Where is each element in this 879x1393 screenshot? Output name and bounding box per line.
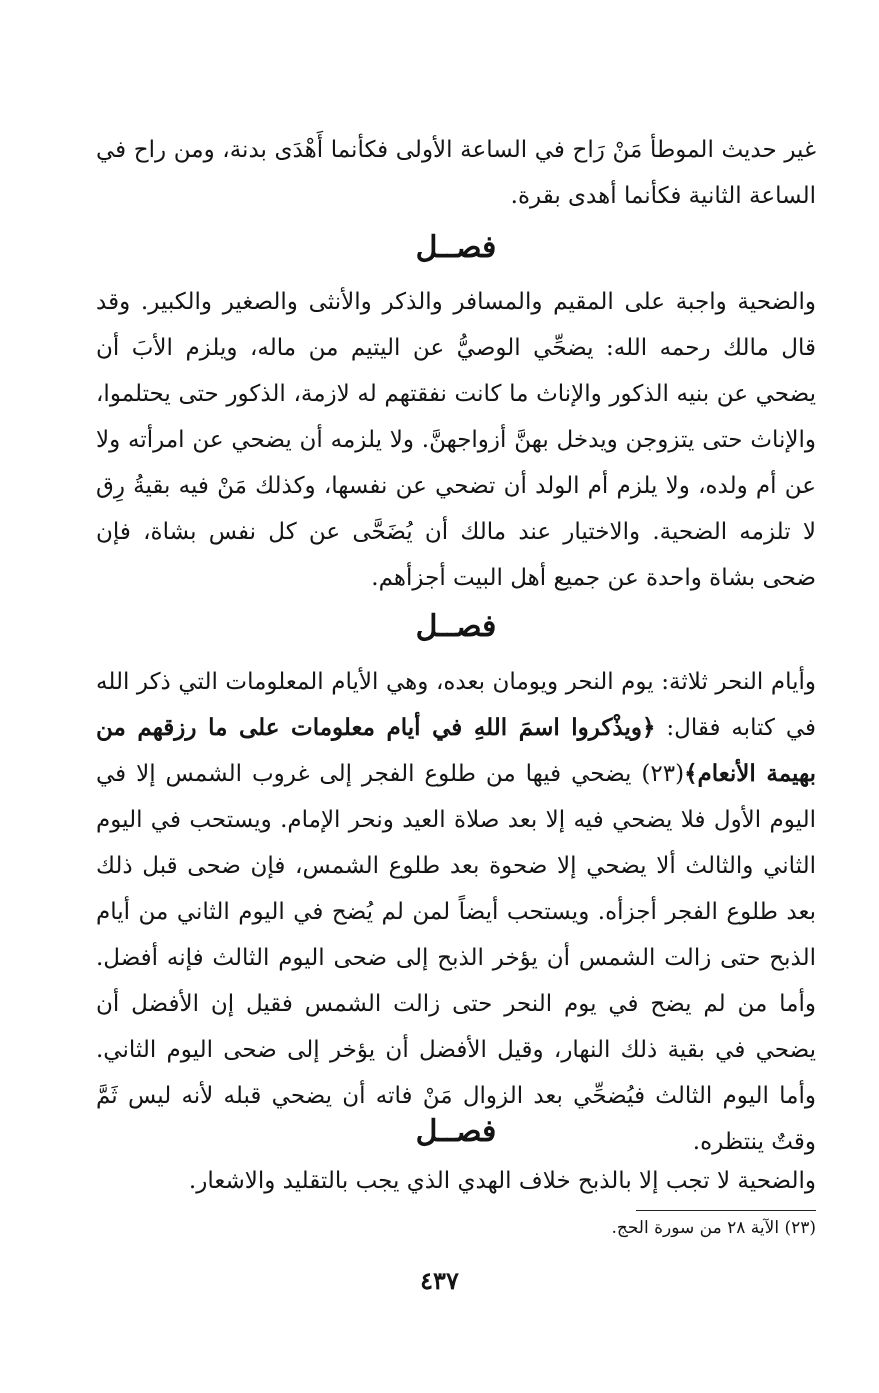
section-3 <box>96 1112 816 1152</box>
intro-paragraph: غير حديث الموطأ مَنْ رَاح في الساعة الأولى فكأنما أَهْدَى بدنة، ومن راح في الساعة الثانية فكأنما أهدى بقرة. <box>96 137 816 209</box>
page-number: ٤٣٧ <box>420 1266 459 1295</box>
section-1-heading: فصــل <box>415 230 497 265</box>
section-2-paragraph-rest: يضحي فيها من طلوع الفجر إلى غروب الشمس إلا في اليوم الأول فلا يضحي فيه إلا بعد صلاة العيد ونحر الإمام. ويستحب في اليوم الثاني والثالث ألا يضحي إلا ضحوة بعد طلوع الشمس، فإن ضحى قبل ذلك بعد طلوع الفجر أجزأه. ويستحب أيضاً لمن لم يُضح في اليوم الثاني من أيام الذبح حتى زالت الشمس أن يؤخر الذبح إلى ضحى اليوم الثالث فإنه أفضل. وأما من لم يضح في يوم النحر حتى زالت الشمس فقيل إن الأفضل أن يضحي في بقية ذلك النهار، وقيل الأفضل أن يؤخر إلى ضحى اليوم الثاني. وأما اليوم الثالث فيُضحِّي بعد الزوال مَنْ فاته أن يضحي قبله لأنه ليس ثَمَّ وقتٌ ينتظره. <box>96 761 816 1155</box>
footnote-marker: (٢٣) <box>641 761 685 787</box>
footnote-divider <box>636 1210 816 1211</box>
section-3-body <box>96 1158 816 1204</box>
section-2 <box>96 607 816 647</box>
intro-paragraph-block <box>96 127 816 219</box>
section-3-heading: فصــل <box>415 1114 497 1149</box>
section-2-paragraph-start: وأيام النحر ثلاثة: يوم النحر ويومان بعده، وهي الأيام المعلومات التي ذكر الله في كتابه فقال: <box>96 669 817 741</box>
section-1-body <box>96 279 816 601</box>
section-2-heading: فصــل <box>415 609 497 644</box>
section-1-paragraph: والضحية واجبة على المقيم والمسافر والذكر والأنثى والصغير والكبير. وقد قال مالك رحمه الله: يضحِّي الوصيُّ عن اليتيم من ماله، ويلزم الأبَ أن يضحي عن بنيه الذكور والإناث ما كانت نفقتهم له لازمة، الذكور حتى يحتلموا، والإناث حتى يتزوجن ويدخل بهنَّ أزواجهنَّ. ولا يلزمه أن يضحي عن امرأته ولا عن أم ولده، ولا يلزم أم الولد أن تضحي عن نفسها، وكذلك مَنْ فيه بقيةُ رِق لا تلزمه الضحية. والاختيار عند مالك أن يُضَحَّى عن كل نفس بشاة، فإن ضحى بشاة واحدة عن جميع أهل البيت أجزأهم. <box>96 289 816 591</box>
footnote-block <box>96 1216 816 1240</box>
quran-verse: ﴿ويذْكروا اسمَ اللهِ في أيام معلومات على ما رزقهم من بهيمة الأنعام﴾ <box>96 714 816 787</box>
section-1 <box>96 228 816 268</box>
section-2-paragraph <box>96 659 816 1165</box>
footnote-text: (٢٣) الآية ٢٨ من سورة الحج. <box>611 1218 816 1238</box>
section-3-paragraph: والضحية لا تجب إلا بالذبح خلاف الهدي الذي يجب بالتقليد والاشعار. <box>188 1168 816 1194</box>
section-2-body <box>96 659 816 1165</box>
